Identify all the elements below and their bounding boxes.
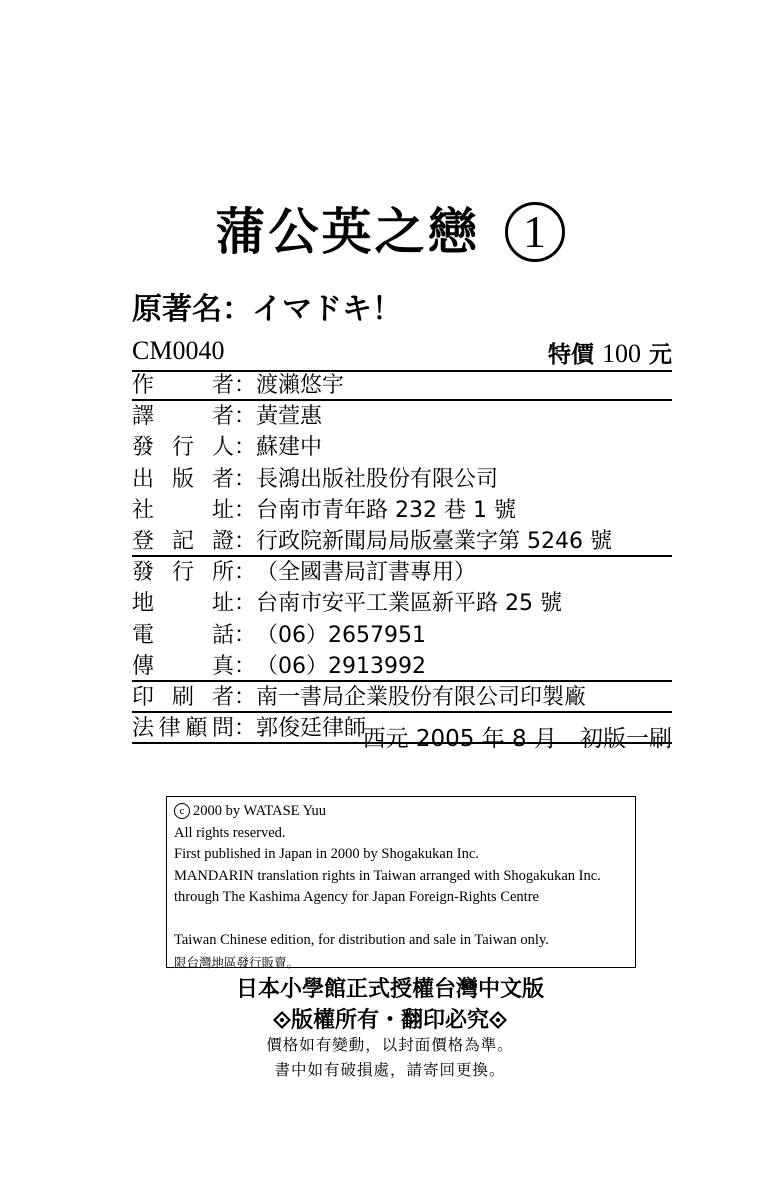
copyright-line: through The Kashima Agency for Japan Foreign-Rights Centre [174,889,539,905]
info-label: 社址 [132,497,234,523]
info-value: 行政院新聞局局版臺業字第 5246 號 [256,528,612,554]
info-label: 作者 [132,373,234,398]
info-value: （06）2657951 [256,622,426,648]
info-row-author [132,370,672,401]
diamond-ornament-icon [489,1011,507,1029]
info-colon: ： [234,622,257,648]
info-colon: ： [234,404,257,430]
info-value: 台南市安平工業區新平路 25 號 [256,591,562,617]
price-change-notice: 價格如有變動，以封面價格為準。 [266,1036,514,1054]
rights-statement [0,1003,780,1034]
info-row-translator [132,401,672,432]
price-value: 100 [601,339,641,368]
code-price-row [132,336,672,372]
copyright-line: MANDARIN translation rights in Taiwan arranged with Shogakukan Inc. [174,867,601,884]
info-value: 台南市青年路 232 巷 1 號 [256,497,516,523]
info-row-issuer [132,432,672,463]
info-row-distributor [132,557,672,588]
diamond-ornament-icon [273,1011,291,1029]
info-row-registration [132,526,672,557]
info-row-fax [132,651,672,682]
book-title-text: 蒲公英之戀 [215,203,481,261]
info-label: 印刷者 [132,684,234,710]
info-colon: ： [234,497,257,523]
info-colon: ： [234,528,257,554]
info-value: 蘇建中 [256,435,323,461]
original-title: 原著名：イマドキ！ [132,292,402,327]
rights-text: 版權所有・翻印必究 [290,1008,489,1033]
info-label: 出版者 [132,466,234,492]
info-colon: ： [234,653,257,679]
info-label: 法律顧問 [132,716,234,742]
copyright-line [174,801,635,823]
info-colon: ： [234,466,257,492]
info-label: 發行人 [132,435,234,461]
info-value: （全國書局訂書專用） [256,560,477,586]
info-label: 發行所 [132,560,234,586]
info-row-publisher-address [132,495,672,526]
edition-date: 西元 2005 年 8 月 初版一刷 [362,726,672,752]
info-row-distributor-address [132,588,672,619]
info-value: 長鴻出版社股份有限公司 [256,466,499,492]
info-label: 地址 [132,591,234,617]
damage-return-notice: 書中如有破損處，請寄回更換。 [274,1061,506,1079]
copyright-symbol: c [174,803,190,819]
book-code: CM0040 [132,336,225,365]
info-colon: ： [234,716,257,742]
copyright-spacer [174,909,635,931]
copyright-line: Taiwan Chinese edition, for distribution and sale in Taiwan only. [174,932,549,948]
info-label: 譯者 [132,404,234,430]
info-colon: ： [234,373,257,398]
price-unit: 元 [649,342,672,368]
book-title [0,192,780,266]
info-colon: ： [234,684,257,710]
volume-number: 1 [505,202,565,262]
copyright-line-chinese: 限台灣地區發行販賣。 [174,954,300,970]
price-label: 特價 [547,342,594,368]
info-colon: ： [234,435,257,461]
copyright-box [166,796,636,968]
info-label: 電話 [132,622,234,648]
info-colon: ： [234,560,257,586]
info-row-printer [132,682,672,713]
info-value: 渡瀨悠宇 [256,373,345,398]
info-colon: ： [234,591,257,617]
info-value: 郭俊廷律師 [256,716,367,742]
info-value: 南一書局企業股份有限公司印製廠 [256,684,587,710]
publication-info [132,370,672,744]
info-value: （06）2913992 [256,653,426,679]
info-label: 傳真 [132,653,234,679]
price [548,336,672,369]
copyright-line: First published in Japan in 2000 by Shogakukan Inc. [174,846,479,862]
info-value: 黃萱惠 [256,404,323,430]
authorization-statement: 日本小學館正式授權台灣中文版 [235,977,544,1002]
info-row-phone [132,620,672,651]
copyright-line: All rights reserved. [174,824,286,841]
copyright-text: 2000 by WATASE Yuu [193,803,326,819]
info-label: 登記證 [132,528,234,554]
info-row-publisher [132,464,672,495]
